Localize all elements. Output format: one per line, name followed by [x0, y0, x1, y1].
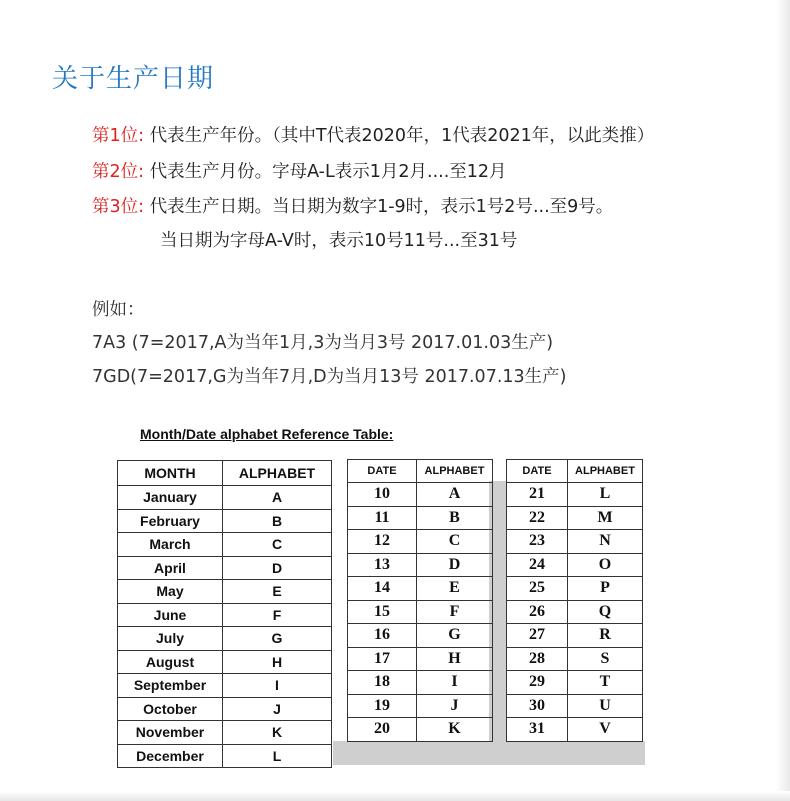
date-cell: 24	[507, 553, 568, 577]
date-cell: 27	[507, 624, 568, 648]
month-cell: October	[118, 697, 223, 721]
date-cell: 18	[348, 671, 417, 695]
example-line-1: 7A3 (7=2017,A为当年1月,3为当月3号 2017.01.03生产)	[92, 333, 554, 353]
month-cell: September	[118, 674, 223, 698]
date-cell: 25	[507, 577, 568, 601]
table-row	[118, 697, 332, 721]
table-row	[118, 580, 332, 604]
table-row	[348, 671, 493, 695]
alphabet-cell: T	[568, 671, 643, 695]
table-row	[118, 509, 332, 533]
table-row	[348, 624, 493, 648]
table-row	[348, 483, 493, 507]
table-row	[118, 721, 332, 745]
page-frame-right-shadow	[776, 0, 790, 801]
date-cell: 29	[507, 671, 568, 695]
alphabet-header: ALPHABET	[223, 461, 332, 486]
table-row	[118, 627, 332, 651]
date-alphabet-table-right	[506, 459, 643, 742]
date-cell: 17	[348, 647, 417, 671]
month-cell: November	[118, 721, 223, 745]
alphabet-cell: R	[568, 624, 643, 648]
date-cell: 19	[348, 694, 417, 718]
month-cell: June	[118, 603, 223, 627]
page-title: 关于生产日期	[52, 64, 215, 94]
month-cell: March	[118, 533, 223, 557]
alphabet-header: ALPHABET	[568, 460, 643, 483]
rule-1	[92, 122, 654, 147]
page-frame-bottom-shadow	[0, 791, 790, 801]
table-row	[507, 577, 643, 601]
table-row	[348, 577, 493, 601]
table-row	[348, 647, 493, 671]
date-cell: 22	[507, 506, 568, 530]
date-header: DATE	[348, 460, 417, 483]
date-cell: 10	[348, 483, 417, 507]
table-row	[348, 600, 493, 624]
date-cell: 23	[507, 530, 568, 554]
alphabet-cell: H	[417, 647, 493, 671]
alphabet-cell: G	[417, 624, 493, 648]
rule-3	[92, 193, 613, 218]
month-cell: July	[118, 627, 223, 651]
date-cell: 13	[348, 553, 417, 577]
rule-3-label: 第3位:	[92, 197, 145, 217]
alphabet-cell: I	[417, 671, 493, 695]
table-row	[507, 624, 643, 648]
date-cell: 14	[348, 577, 417, 601]
alphabet-cell: B	[223, 509, 332, 533]
alphabet-cell: E	[417, 577, 493, 601]
month-header: MONTH	[118, 461, 223, 486]
table-row	[118, 674, 332, 698]
alphabet-cell: H	[223, 650, 332, 674]
alphabet-cell: C	[223, 533, 332, 557]
date-cell: 11	[348, 506, 417, 530]
month-cell: August	[118, 650, 223, 674]
alphabet-cell: B	[417, 506, 493, 530]
date-cell: 12	[348, 530, 417, 554]
table-row	[507, 600, 643, 624]
date-cell: 21	[507, 483, 568, 507]
alphabet-cell: D	[417, 553, 493, 577]
alphabet-cell: I	[223, 674, 332, 698]
rule-2-text: 代表生产月份。字母A-L表示1月2月....至12月	[144, 162, 507, 182]
table-row	[507, 647, 643, 671]
table-row	[118, 650, 332, 674]
month-cell: April	[118, 556, 223, 580]
alphabet-cell: L	[568, 483, 643, 507]
alphabet-cell: G	[223, 627, 332, 651]
alphabet-cell: S	[568, 647, 643, 671]
table-row	[348, 530, 493, 554]
alphabet-cell: Q	[568, 600, 643, 624]
date-cell: 26	[507, 600, 568, 624]
rule-1-text: 代表生产年份。（其中T代表2020年，1代表2021年，以此类推）	[144, 126, 655, 146]
alphabet-header: ALPHABET	[417, 460, 493, 483]
table-row	[507, 718, 643, 742]
month-cell: February	[118, 509, 223, 533]
table-header-row	[507, 460, 643, 483]
table-header-row	[118, 461, 332, 486]
date-alphabet-table-left	[347, 459, 493, 742]
alphabet-cell: E	[223, 580, 332, 604]
alphabet-cell: J	[417, 694, 493, 718]
table-row	[118, 486, 332, 510]
alphabet-cell: F	[417, 600, 493, 624]
alphabet-cell: N	[568, 530, 643, 554]
table-row	[348, 718, 493, 742]
alphabet-cell: P	[568, 577, 643, 601]
date-cell: 31	[507, 718, 568, 742]
table-row	[118, 603, 332, 627]
table-row	[348, 694, 493, 718]
table-row	[507, 506, 643, 530]
table-row	[118, 533, 332, 557]
rule-3-text: 代表生产日期。当日期为数字1-9时，表示1号2号...至9号。	[144, 197, 614, 217]
table-row	[507, 694, 643, 718]
rule-3-continuation: 当日期为字母A-V时，表示10号11号...至31号	[160, 231, 518, 251]
alphabet-cell: D	[223, 556, 332, 580]
month-cell: January	[118, 486, 223, 510]
table-bottom-fill	[333, 741, 645, 765]
table-row	[348, 553, 493, 577]
table-header-row	[348, 460, 493, 483]
alphabet-cell: L	[223, 744, 332, 768]
alphabet-cell: U	[568, 694, 643, 718]
table-row	[507, 553, 643, 577]
alphabet-cell: A	[417, 483, 493, 507]
month-alphabet-table	[117, 460, 332, 768]
table-row	[348, 506, 493, 530]
example-label: 例如：	[92, 300, 145, 320]
date-cell: 15	[348, 600, 417, 624]
alphabet-cell: A	[223, 486, 332, 510]
alphabet-cell: M	[568, 506, 643, 530]
alphabet-cell: C	[417, 530, 493, 554]
date-cell: 30	[507, 694, 568, 718]
table-row	[507, 483, 643, 507]
alphabet-cell: K	[223, 721, 332, 745]
alphabet-cell: O	[568, 553, 643, 577]
date-cell: 16	[348, 624, 417, 648]
rule-1-label: 第1位:	[92, 126, 145, 146]
month-cell: December	[118, 744, 223, 768]
table-row	[118, 556, 332, 580]
table-row	[507, 530, 643, 554]
date-header: DATE	[507, 460, 568, 483]
alphabet-cell: V	[568, 718, 643, 742]
example-line-2: 7GD(7=2017,G为当年7月,D为当月13号 2017.07.13生产)	[92, 367, 567, 387]
table-row	[118, 744, 332, 768]
month-cell: May	[118, 580, 223, 604]
table-row	[507, 671, 643, 695]
alphabet-cell: F	[223, 603, 332, 627]
alphabet-cell: K	[417, 718, 493, 742]
reference-table-title: Month/Date alphabet Reference Table:	[140, 426, 394, 442]
rule-2-label: 第2位:	[92, 162, 145, 182]
date-cell: 20	[348, 718, 417, 742]
alphabet-cell: J	[223, 697, 332, 721]
rule-2	[92, 158, 507, 183]
date-cell: 28	[507, 647, 568, 671]
